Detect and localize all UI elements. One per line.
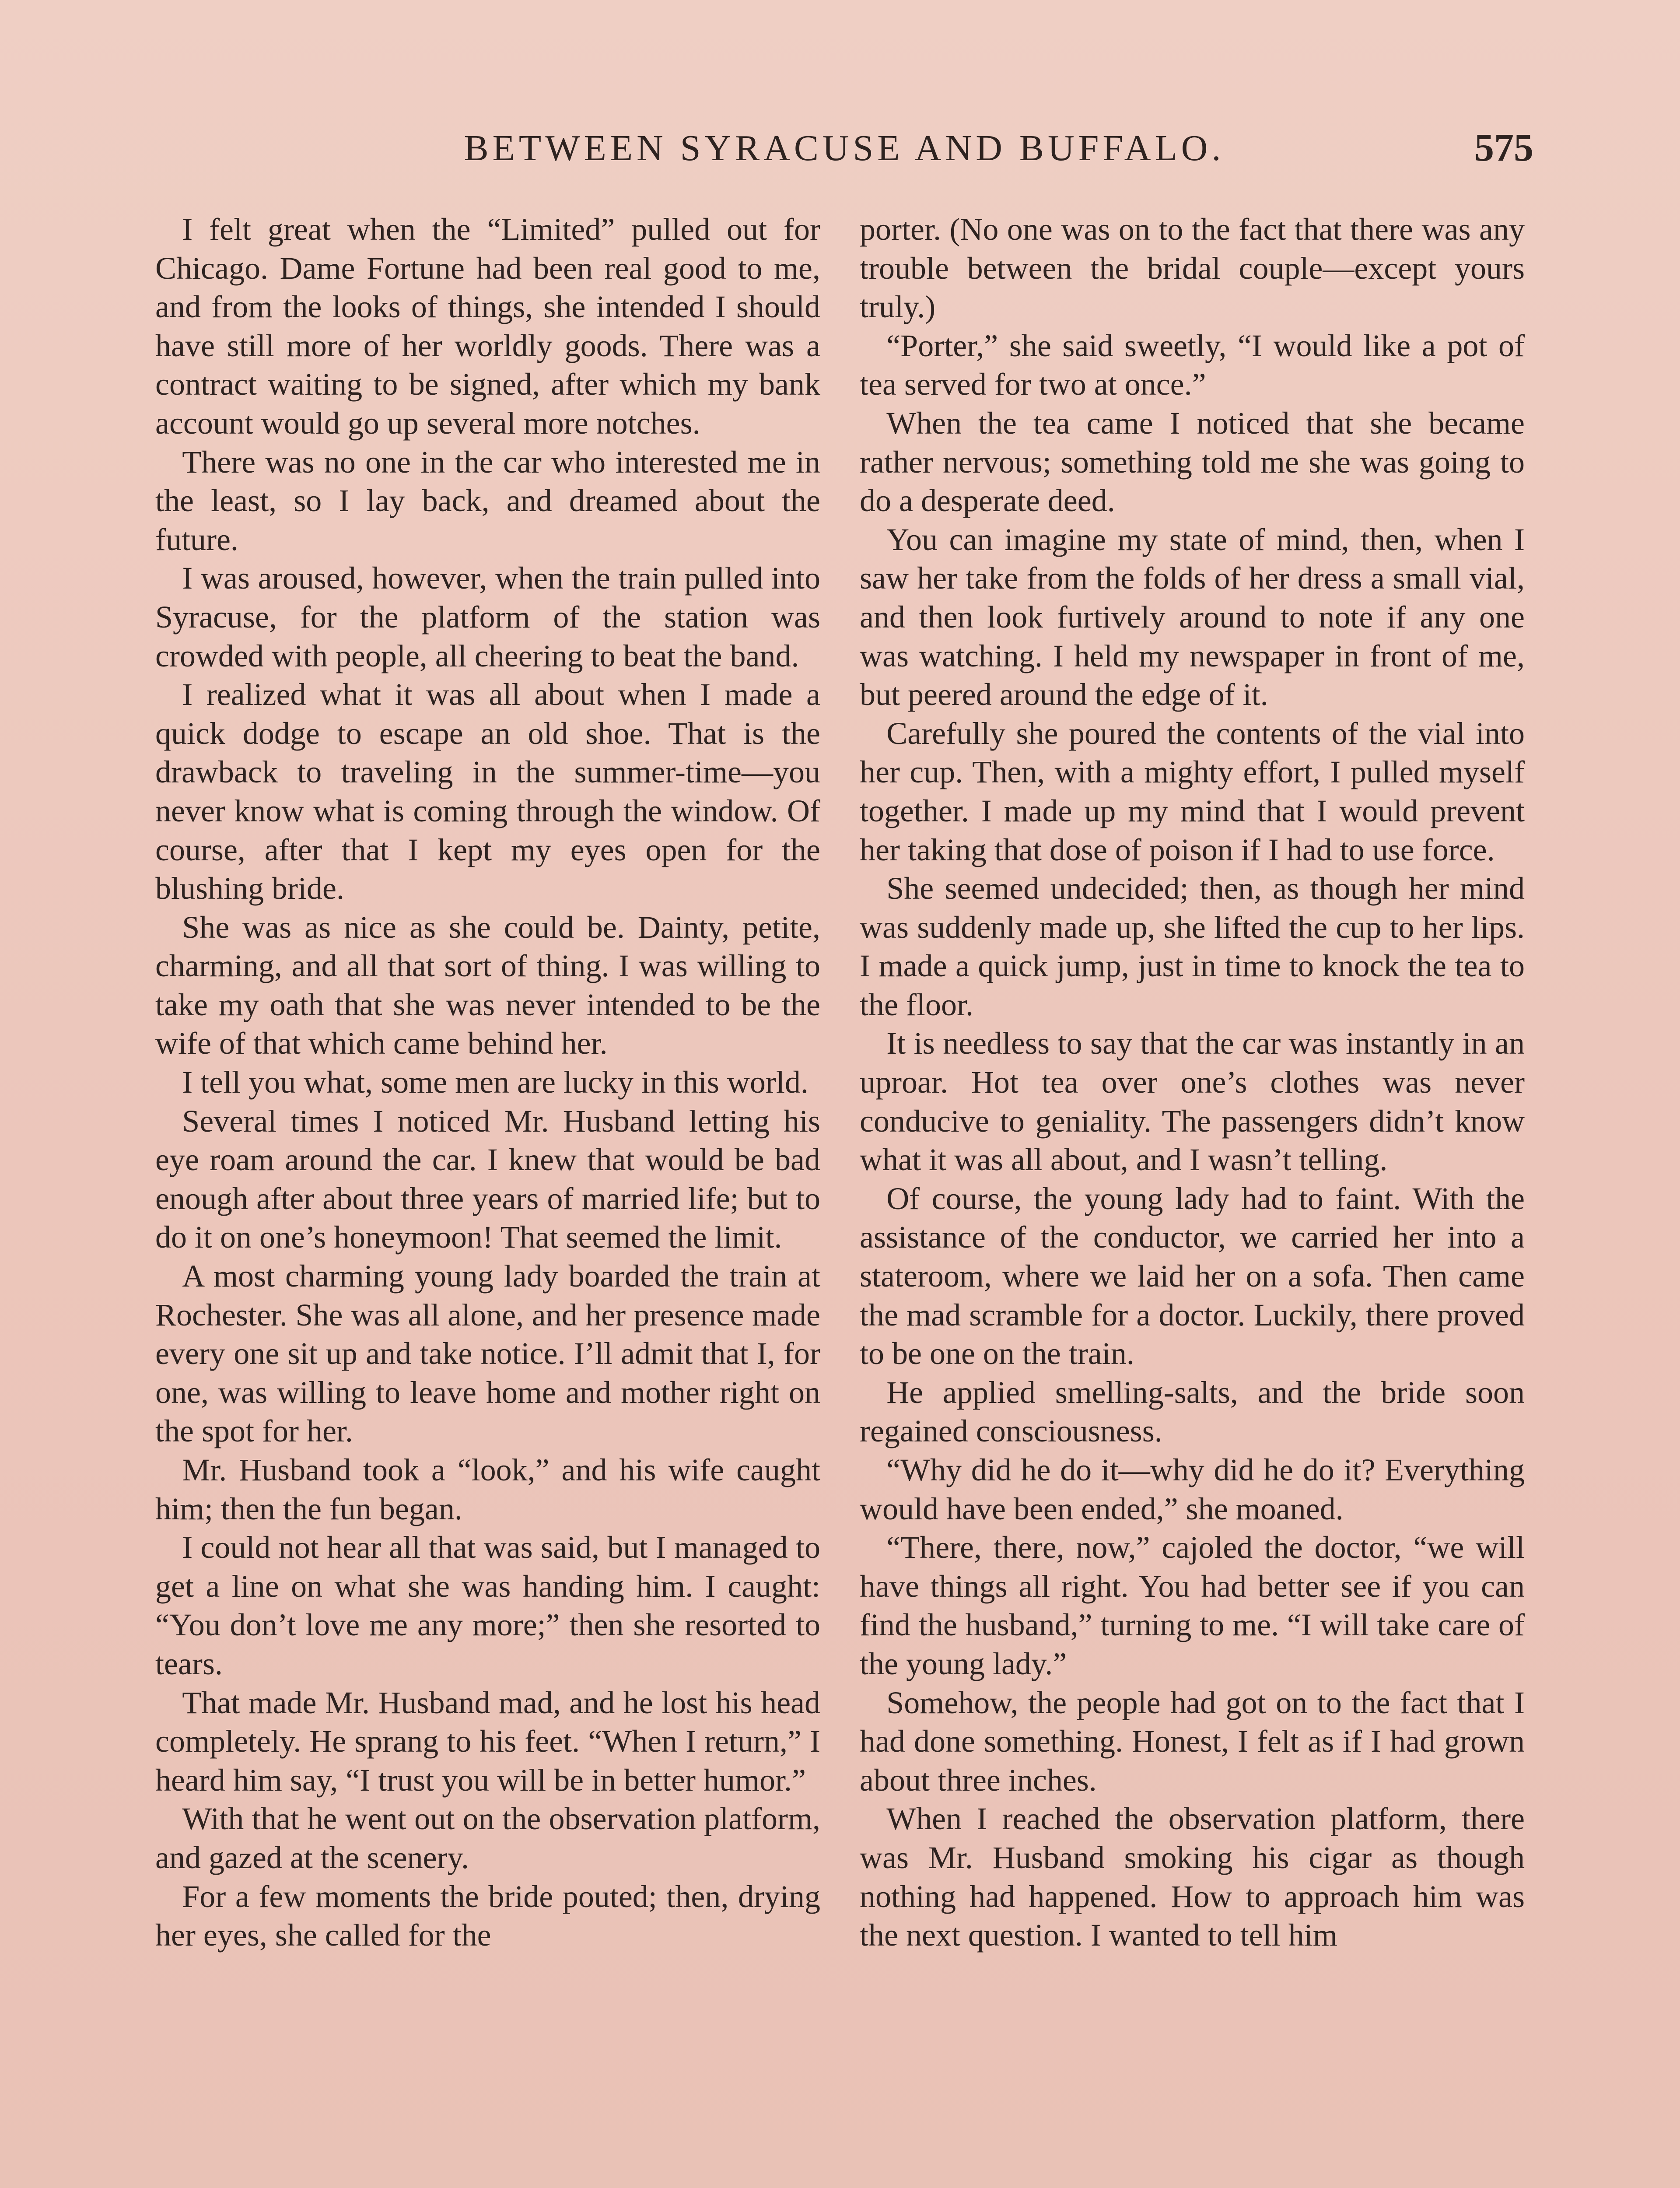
right-column [860, 210, 1525, 1955]
paragraph: When I reached the observation platform, there was Mr. Husband smoking his cigar as though nothing had happened. How to approach him was the next question. I wanted to tell him [860, 1801, 1525, 1953]
paragraph: I tell you what, some men are lucky in this world. [182, 1065, 808, 1100]
paragraph: With that he went out on the observation platform, and gazed at the scenery. [155, 1801, 820, 1875]
paragraph: It is needless to say that the car was instantly in an uproar. Hot tea over one’s clothes was never conducive to geniality. The passengers didn’t know what it was all about, and I wasn’t telling. [860, 1026, 1525, 1178]
paragraph: Of course, the young lady had to faint. With the assistance of the conductor, we carried her into a stateroom, where we laid her on a sofa. Then came the mad scramble for a doctor. Luckily, there proved to be one on the train. [860, 1181, 1525, 1371]
paragraph: When the tea came I noticed that she became rather nervous; something told me she was going to do a desperate deed. [860, 405, 1525, 519]
paragraph: A most charming young lady boarded the train at Rochester. She was all alone, and her presence made every one sit up and take notice. I’ll admit that I, for one, was willing to leave home and mother right on the spot for her. [155, 1259, 820, 1449]
paragraph: She was as nice as she could be. Dainty, petite, charming, and all that sort of thing. I was willing to take my oath that she was never intended to be the wife of that which came behind her. [155, 909, 820, 1061]
left-column [155, 210, 820, 1955]
paragraph: You can imagine my state of mind, then, when I saw her take from the folds of her dress a small vial, and then look furtively around to note if any one was watching. I held my newspaper in front of me, but peered around the edge of it. [860, 522, 1525, 712]
paragraph-continuation: porter. (No one was on to the fact that there was any trouble between the bridal couple—except yours truly.) [860, 212, 1525, 325]
page-header [0, 127, 1680, 179]
paragraph: I could not hear all that was said, but I managed to get a line on what she was handing him. I caught: “You don’t love me any more;” then she resorted to tears. [155, 1530, 820, 1681]
paragraph: I felt great when the “Limited” pulled out for Chicago. Dame Fortune had been real good to me, and from the looks of things, she intended I should have still more of her worldly goods. There was a contract waiting to be signed, after which my bank account would go up several more notches. [155, 212, 820, 441]
paragraph: Somehow, the people had got on to the fact that I had done something. Honest, I felt as if I had grown about three inches. [860, 1685, 1525, 1798]
paragraph: There was no one in the car who interested me in the least, so I lay back, and dreamed about the future. [155, 444, 820, 557]
paragraph: I realized what it was all about when I made a quick dodge to escape an old shoe. That is the drawback to traveling in the summer-time—you never know what is coming through the window. Of course, after that I kept my eyes open for the blushing bride. [155, 677, 820, 906]
paragraph: That made Mr. Husband mad, and he lost his head completely. He sprang to his feet. “When I return,” I heard him say, “I trust you will be in better humor.” [155, 1685, 820, 1798]
running-head: BETWEEN SYRACUSE AND BUFFALO. [464, 128, 1225, 168]
paragraph: Mr. Husband took a “look,” and his wife caught him; then the fun began. [155, 1452, 820, 1526]
paragraph: I was aroused, however, when the train pulled into Syracuse, for the platform of the station was crowded with people, all cheering to beat the band. [155, 561, 820, 673]
paragraph: “Why did he do it—why did he do it? Everything would have been ended,” she moaned. [860, 1452, 1525, 1526]
paragraph: For a few moments the bride pouted; then, drying her eyes, she called for the [155, 1879, 820, 1953]
paragraph: “Porter,” she said sweetly, “I would like a pot of tea served for two at once.” [860, 328, 1525, 402]
paragraph: Several times I noticed Mr. Husband letting his eye roam around the car. I knew that would be bad enough after about three years of married life; but to do it on one’s honeymoon! That seemed the limit. [155, 1103, 820, 1255]
paragraph: She seemed undecided; then, as though her mind was suddenly made up, she lifted the cup to her lips. I made a quick jump, just in time to knock the tea to the floor. [860, 871, 1525, 1022]
page-number: 575 [1474, 126, 1533, 169]
paragraph: “There, there, now,” cajoled the doctor, “we will have things all right. You had better see if you can find the husband,” turning to me. “I will take care of the young lady.” [860, 1530, 1525, 1681]
paragraph: Carefully she poured the contents of the vial into her cup. Then, with a mighty effort, I pulled myself together. I made up my mind that I would prevent her taking that dose of poison if I had to use force. [860, 715, 1525, 867]
paragraph: He applied smelling-salts, and the bride soon regained consciousness. [860, 1375, 1525, 1449]
